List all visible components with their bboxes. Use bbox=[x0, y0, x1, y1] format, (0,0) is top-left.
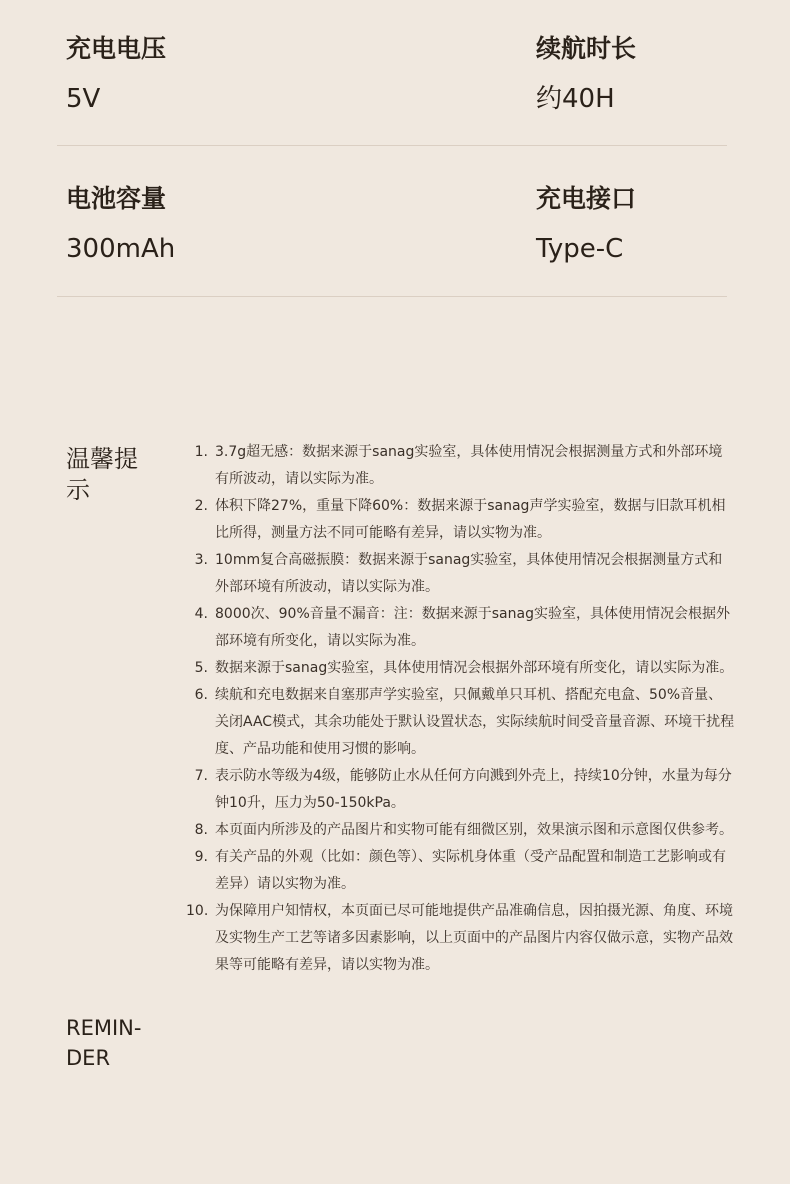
note-text: 10mm复合高磁振膜：数据来源于sanag实验室，具体使用情况会根据测量方式和外部环境有所波动，请以实际为准。 bbox=[215, 552, 723, 595]
note-text: 本页面内所涉及的产品图片和实物可能有细微区别，效果演示图和示意图仅供参考。 bbox=[215, 822, 733, 838]
list-item bbox=[186, 763, 736, 817]
list-item bbox=[186, 601, 736, 655]
note-number: 7. bbox=[194, 768, 208, 784]
note-text: 8000次、90%音量不漏音：注：数据来源于sanag实验室，具体使用情况会根据外部环境有所变化，请以实际为准。 bbox=[215, 606, 730, 649]
note-number: 3. bbox=[194, 552, 208, 568]
note-text: 表示防水等级为4级，能够防止水从任何方向溅到外壳上，持续10分钟，水量为每分钟10升，压力为50-150kPa。 bbox=[215, 768, 732, 811]
note-text: 续航和充电数据来自塞那声学实验室，只佩戴单只耳机、搭配充电盒、50%音量、关闭AAC模式，其余功能处于默认设置状态，实际续航时间受音量音源、环境干扰程度、产品功能和使用习惯的影响。 bbox=[215, 687, 735, 757]
divider bbox=[57, 296, 727, 297]
note-number: 9. bbox=[194, 849, 208, 865]
spec-label: 充电接口 bbox=[536, 184, 637, 213]
spec-label: 续航时长 bbox=[536, 34, 637, 63]
note-number: 10. bbox=[186, 903, 209, 919]
note-text: 体积下降27%，重量下降60%：数据来源于sanag声学实验室，数据与旧款耳机相比所得，测量方法不同可能略有差异，请以实物为准。 bbox=[215, 498, 726, 541]
note-text: 数据来源于sanag实验室，具体使用情况会根据外部环境有所变化，请以实际为准。 bbox=[215, 660, 734, 676]
list-item bbox=[186, 898, 736, 979]
note-text: 有关产品的外观（比如：颜色等）、实际机身体重（受产品配置和制造工艺影响或有差异）请以实物为准。 bbox=[215, 849, 726, 892]
spec-value: Type-C bbox=[536, 234, 624, 264]
spec-value: 5V bbox=[66, 84, 101, 114]
spec-label: 电池容量 bbox=[66, 184, 167, 213]
note-text: 为保障用户知情权，本页面已尽可能地提供产品准确信息，因拍摄光源、角度、环境及实物生产工艺等诸多因素影响，以上页面中的产品图片内容仅做示意，实物产品效果等可能略有差异，请以实物为准。 bbox=[215, 903, 733, 973]
spec-value: 300mAh bbox=[66, 234, 176, 264]
note-number: 6. bbox=[194, 687, 208, 703]
divider bbox=[57, 145, 727, 146]
note-text: 3.7g超无感：数据来源于sanag实验室，具体使用情况会根据测量方式和外部环境有所波动，请以实际为准。 bbox=[215, 444, 723, 487]
list-item bbox=[186, 547, 736, 601]
note-number: 2. bbox=[194, 498, 208, 514]
list-item bbox=[186, 493, 736, 547]
reminder-title-cn: 温馨提示 bbox=[66, 445, 138, 504]
list-item bbox=[186, 439, 736, 493]
list-item bbox=[186, 844, 736, 898]
spec-label: 充电电压 bbox=[66, 34, 167, 63]
note-number: 5. bbox=[194, 660, 208, 676]
reminder-title-en: REMIN-DER bbox=[66, 1016, 142, 1070]
reminder-notes-list bbox=[186, 439, 736, 979]
spec-value: 约40H bbox=[536, 84, 615, 114]
note-number: 1. bbox=[194, 444, 208, 460]
note-number: 8. bbox=[194, 822, 208, 838]
list-item bbox=[186, 655, 736, 682]
note-number: 4. bbox=[194, 606, 208, 622]
list-item bbox=[186, 682, 736, 763]
list-item bbox=[186, 817, 736, 844]
